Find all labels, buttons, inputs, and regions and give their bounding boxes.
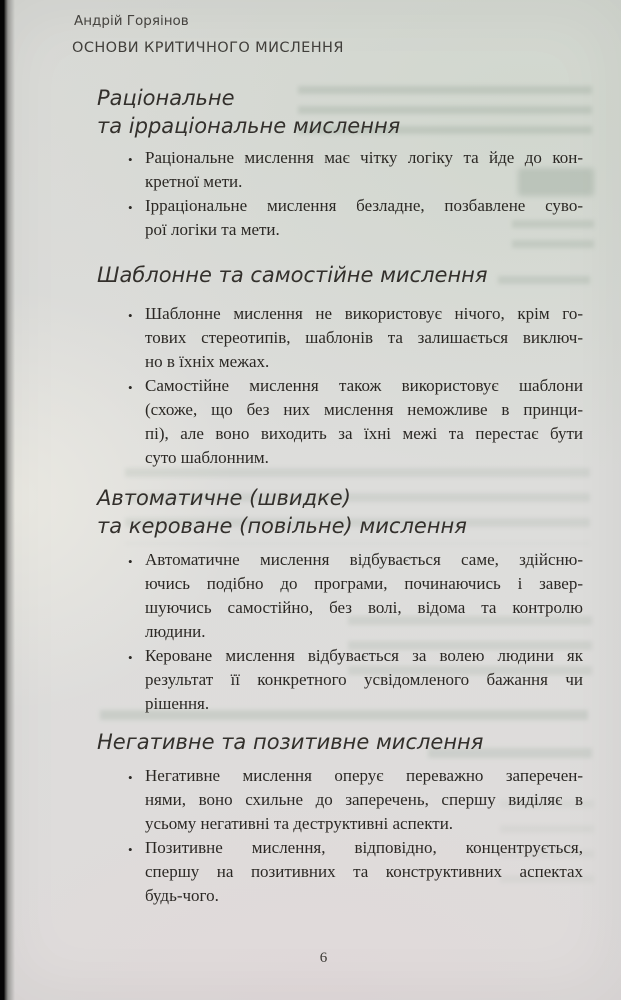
list-item [128, 194, 586, 242]
bullet-text: Раціональне мислення має чітку логіку та йде до кон- кретної мети. [145, 148, 583, 191]
bullet-list [128, 764, 586, 908]
bullet-icon: • [128, 152, 133, 167]
list-item [128, 644, 586, 716]
bullet-icon: • [128, 842, 133, 857]
bullet-icon: • [128, 200, 133, 215]
section-heading-template-independent: Шаблонне та самостійне мислення [97, 263, 488, 287]
bullet-icon: • [128, 308, 133, 323]
list-item [128, 764, 586, 836]
list-item [128, 836, 586, 908]
bullet-text: Негативне мислення оперує переважно заперечен- нями, воно схильне до заперечень, спершу виділяє в усьому негативні та деструктивні аспекти. [145, 766, 583, 833]
bullet-icon: • [128, 770, 133, 785]
bullet-icon: • [128, 380, 133, 395]
list-item [128, 146, 586, 194]
bullet-text: Шаблонне мислення не використовує нічого, крім го- тових стереотипів, шаблонів та залишається виключ- но в їхніх межах. [145, 304, 583, 371]
section-heading-negative-positive: Негативне та позитивне мислення [97, 730, 484, 754]
section-heading-automatic-controlled: Автоматичне (швидке) та кероване (повільне) мислення [97, 486, 467, 538]
bullet-list [128, 302, 586, 470]
bullet-icon: • [128, 554, 133, 569]
section-heading-rational-irrational: Раціональне та ірраціональне мислення [97, 86, 401, 138]
page-number: 6 [319, 950, 328, 966]
list-item [128, 548, 586, 644]
running-head-book-title: ОСНОВИ КРИТИЧНОГО МИСЛЕННЯ [72, 40, 344, 56]
book-spine-edge [0, 0, 16, 1000]
bullet-list [128, 146, 586, 242]
running-head-author: Андрій Горяінов [74, 13, 189, 29]
bullet-text: Кероване мислення відбувається за волею людини як результат її конкретного усвідомленого бажання чи рішення. [145, 646, 583, 713]
bullet-text: Позитивне мислення, відповідно, концентрується, спершу на позитивних та конструктивних аспектах будь-чого. [145, 838, 583, 905]
bullet-text: Самостійне мислення також використовує шаблони (схоже, що без них мислення неможливе в принци- пі), але воно виходить за їхні межі та перестає бути суто шаблонним. [145, 376, 583, 467]
list-item [128, 302, 586, 374]
list-item [128, 374, 586, 470]
bullet-text: Автоматичне мислення відбувається саме, здійсню- ючись подібно до програми, починаючись і завер- шуючись самостійно, без волі, відома та контролю людини. [145, 550, 583, 641]
bullet-icon: • [128, 650, 133, 665]
bullet-list [128, 548, 586, 716]
bullet-text: Ірраціональне мислення безладне, позбавлене суво- рої логіки та мети. [145, 196, 583, 239]
